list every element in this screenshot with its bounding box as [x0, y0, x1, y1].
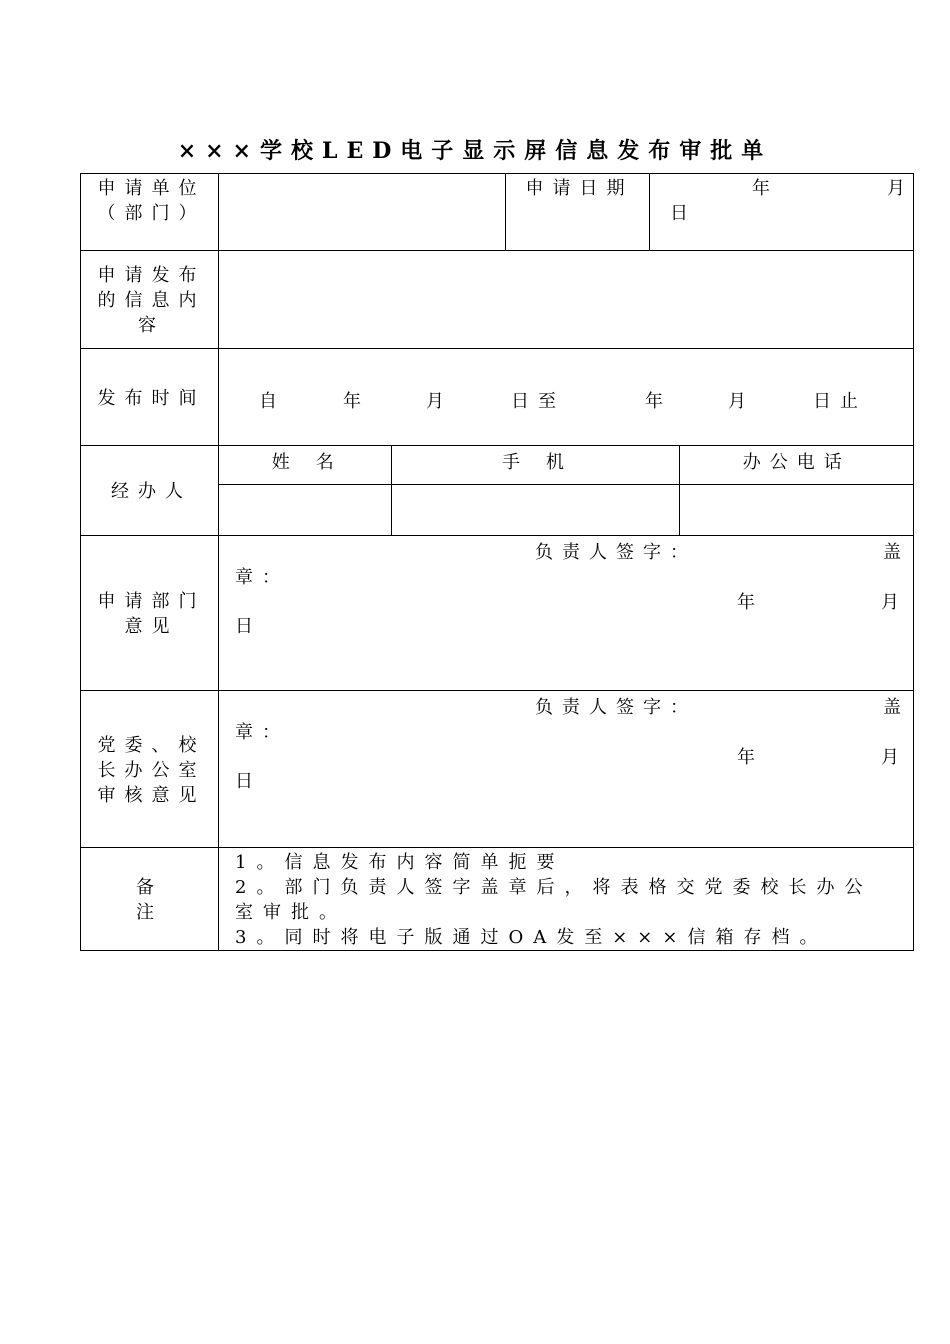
handler-name-header: 姓 名 — [219, 446, 391, 484]
office-year: 年 — [737, 747, 764, 768]
office-review-field[interactable] — [219, 691, 914, 848]
office-month: 月 — [881, 747, 899, 768]
applicant-unit-field[interactable] — [219, 174, 506, 251]
remark-item-2: 2。部门负责人签字盖章后，将表格交党委校长办公室审批。 — [235, 877, 873, 923]
office-stamp-2: 章： — [235, 722, 289, 743]
row-remarks — [81, 848, 914, 951]
handler-subtable-cell — [219, 446, 914, 536]
dept-opinion-label: 申请部门意见 — [81, 536, 219, 691]
row-applicant — [81, 174, 914, 251]
office-review-label: 党委、校长办公室审核意见 — [81, 691, 219, 848]
remark-item-3: 3。同时将电子版通过OA发至×××信箱存档。 — [235, 927, 828, 948]
dept-year: 年 — [737, 592, 764, 613]
row-office-review — [81, 691, 914, 848]
handler-name-field[interactable] — [219, 484, 391, 535]
row-handler — [81, 446, 914, 536]
publish-month2: 月 — [728, 391, 755, 412]
office-day: 日 — [235, 771, 262, 792]
handler-mobile-field[interactable] — [391, 484, 679, 535]
publish-year2: 年 — [645, 391, 672, 412]
publish-from: 自 — [259, 391, 286, 412]
handler-label: 经办人 — [81, 446, 219, 536]
content-field[interactable] — [219, 251, 914, 349]
publish-day-end: 日止 — [813, 391, 867, 412]
remarks-field — [219, 848, 914, 951]
approval-form-table — [80, 173, 914, 951]
publish-time-label: 发布时间 — [81, 349, 219, 446]
dept-sign-text: 负责人签字： — [535, 542, 697, 563]
applicant-unit-label: 申请单位（部门） — [81, 174, 219, 251]
row-dept-opinion — [81, 536, 914, 691]
row-content — [81, 251, 914, 349]
remarks-label: 备注 — [81, 848, 219, 951]
dept-opinion-field[interactable] — [219, 536, 914, 691]
page-title: ×××学校LED电子显示屏信息发布审批单 — [177, 138, 773, 164]
apply-date-year: 年 — [752, 178, 770, 199]
publish-day-to: 日至 — [511, 391, 565, 412]
publish-year1: 年 — [343, 391, 370, 412]
apply-date-day: 日 — [670, 203, 688, 224]
handler-mobile-header: 手 机 — [391, 446, 679, 484]
handler-subtable — [219, 446, 914, 535]
handler-office-phone-header: 办公电话 — [679, 446, 914, 484]
apply-date-field[interactable] — [650, 174, 914, 251]
dept-stamp-2: 章： — [235, 567, 289, 588]
handler-office-phone-field[interactable] — [679, 484, 914, 535]
office-sign-text: 负责人签字： — [535, 697, 697, 718]
dept-day: 日 — [235, 616, 262, 637]
publish-month1: 月 — [426, 391, 453, 412]
row-publish-time — [81, 349, 914, 446]
apply-date-label: 申请日期 — [506, 174, 650, 251]
office-stamp-1: 盖 — [883, 697, 901, 718]
dept-stamp-1: 盖 — [883, 542, 901, 563]
publish-time-field[interactable] — [219, 349, 914, 446]
apply-date-month: 月 — [887, 178, 905, 199]
remark-item-1: 1。信息发布内容简单扼要 — [235, 852, 565, 873]
dept-month: 月 — [881, 592, 899, 613]
content-label: 申请发布的信息内容 — [81, 251, 219, 349]
